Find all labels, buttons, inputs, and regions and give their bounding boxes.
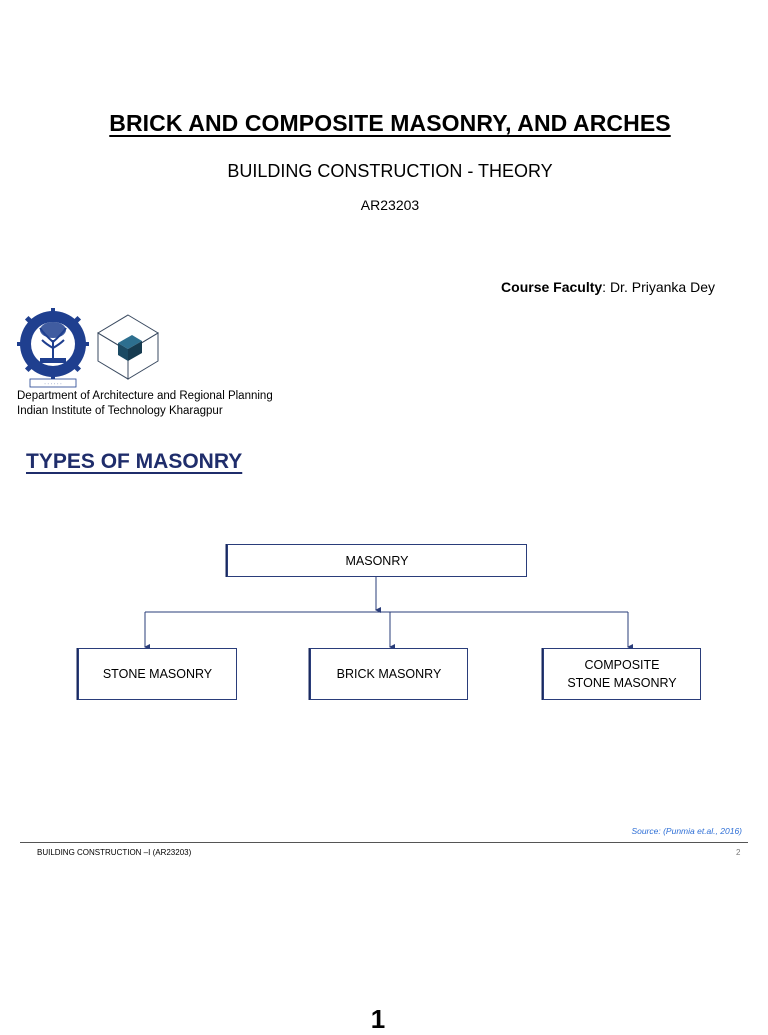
footer-divider — [20, 842, 748, 843]
composite-masonry-label-line-1: COMPOSITE — [584, 658, 660, 672]
composite-masonry-label-line-2: STONE MASONRY — [567, 676, 677, 690]
faculty-name: : Dr. Priyanka Dey — [602, 279, 715, 295]
section-title: TYPES OF MASONRY — [26, 450, 243, 473]
faculty-label: Course Faculty — [501, 279, 603, 295]
svg-text:· · · · · ·: · · · · · · — [44, 381, 62, 388]
stone-masonry-label: STONE MASONRY — [102, 667, 213, 681]
slide-number: 2 — [736, 848, 741, 857]
stone-masonry-node — [78, 648, 237, 700]
brick-masonry-label: BRICK MASONRY — [336, 667, 442, 681]
masonry-root-node — [227, 544, 527, 577]
page-subtitle: BUILDING CONSTRUCTION - THEORY — [227, 161, 553, 181]
department-line-2: Indian Institute of Technology Kharagpur — [17, 405, 223, 417]
source-citation: Source: (Punmia et.al., 2016) — [631, 826, 742, 836]
masonry-root-label: MASONRY — [345, 553, 409, 568]
department-line-1: Department of Architecture and Regional Planning — [17, 390, 273, 402]
course-code: AR23203 — [360, 197, 420, 213]
footer-course: BUILDING CONSTRUCTION –I (AR23203) — [37, 848, 192, 857]
page-number: 1 — [370, 1004, 386, 1034]
brick-masonry-node — [310, 648, 468, 700]
page-title: BRICK AND COMPOSITE MASONRY, AND ARCHES — [109, 110, 671, 136]
composite-masonry-node — [543, 648, 701, 700]
